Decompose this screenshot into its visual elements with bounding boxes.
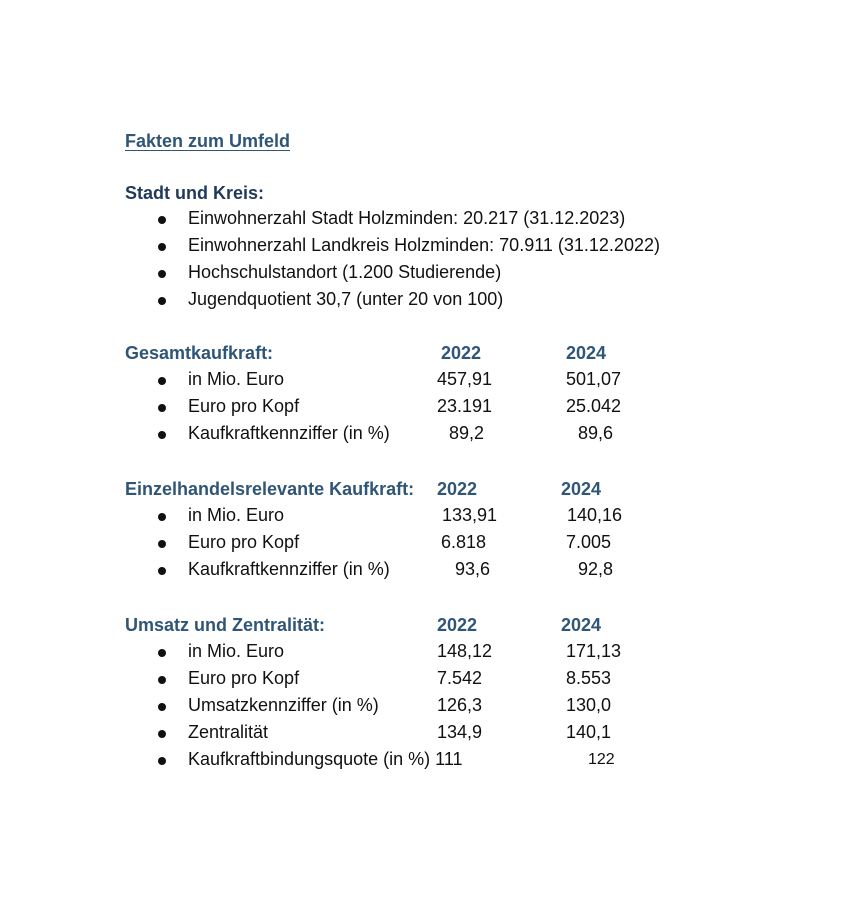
bullet-icon — [158, 703, 166, 711]
row-value-2024: 7.005 — [566, 532, 612, 552]
row-value-2022: 134,9 — [437, 722, 483, 742]
row-value-2024: 92,8 — [578, 559, 614, 579]
row-value-2022: 133,91 — [442, 505, 498, 525]
section-heading-umsatz: Umsatz und Zentralität: — [125, 615, 326, 635]
row-value-2024: 8.553 — [566, 668, 612, 688]
bullet-icon — [158, 676, 166, 684]
list-item: Jugendquotient 30,7 (unter 20 von 100) — [188, 289, 504, 309]
list-item: Einwohnerzahl Landkreis Holzminden: 70.911 (31.12.2022) — [188, 235, 660, 255]
row-value-2022: 7.542 — [437, 668, 483, 688]
row-value-2024: 89,6 — [578, 423, 614, 443]
section-heading-stadt-kreis: Stadt und Kreis: — [125, 183, 265, 203]
year-column-header: 2022 — [437, 615, 478, 635]
row-value-2022: 6.818 — [441, 532, 487, 552]
row-label: Euro pro Kopf — [188, 532, 300, 552]
row-value-2024: 25.042 — [566, 396, 622, 416]
bullet-icon — [158, 297, 166, 305]
bullet-icon — [158, 649, 166, 657]
row-value-2022: 148,12 — [437, 641, 493, 661]
row-label: in Mio. Euro — [188, 641, 285, 661]
row-value-2024: 122 — [588, 751, 615, 768]
year-column-header: 2024 — [566, 343, 607, 363]
row-label: Euro pro Kopf — [188, 396, 300, 416]
year-column-header: 2022 — [437, 479, 478, 499]
year-column-header: 2022 — [441, 343, 482, 363]
row-label: Zentralität — [188, 722, 269, 742]
bullet-icon — [158, 513, 166, 521]
year-column-header: 2024 — [561, 615, 602, 635]
row-label: in Mio. Euro — [188, 369, 285, 389]
row-value-2024: 140,1 — [566, 722, 612, 742]
row-label: Euro pro Kopf — [188, 668, 300, 688]
bullet-icon — [158, 431, 166, 439]
section-heading-einzelhandel: Einzelhandelsrelevante Kaufkraft: — [125, 479, 415, 499]
row-label: in Mio. Euro — [188, 505, 285, 525]
bullet-icon — [158, 270, 166, 278]
row-value-2024: 130,0 — [566, 695, 612, 715]
list-item: Hochschulstandort (1.200 Studierende) — [188, 262, 502, 282]
row-value-2024: 140,16 — [567, 505, 623, 525]
bullet-icon — [158, 404, 166, 412]
year-column-header: 2024 — [561, 479, 602, 499]
row-value-2022: 126,3 — [437, 695, 483, 715]
row-label: Umsatzkennziffer (in %) — [188, 695, 379, 715]
row-label: Kaufkraftbindungsquote (in %) 111 — [188, 749, 463, 769]
bullet-icon — [158, 243, 166, 251]
bullet-icon — [158, 730, 166, 738]
row-value-2022: 89,2 — [449, 423, 485, 443]
page-title: Fakten zum Umfeld — [125, 131, 291, 151]
bullet-icon — [158, 567, 166, 575]
row-label: Kaufkraftkennziffer (in %) — [188, 423, 390, 443]
row-value-2022: 23.191 — [437, 396, 493, 416]
bullet-icon — [158, 757, 166, 765]
section-heading-gesamtkaufkraft: Gesamtkaufkraft: — [125, 343, 274, 363]
bullet-icon — [158, 540, 166, 548]
row-value-2024: 171,13 — [566, 641, 622, 661]
row-value-2022: 93,6 — [455, 559, 491, 579]
row-label: Kaufkraftkennziffer (in %) — [188, 559, 390, 579]
bullet-icon — [158, 216, 166, 224]
list-item: Einwohnerzahl Stadt Holzminden: 20.217 (31.12.2023) — [188, 208, 626, 228]
bullet-icon — [158, 377, 166, 385]
row-value-2022: 457,91 — [437, 369, 493, 389]
row-value-2024: 501,07 — [566, 369, 622, 389]
